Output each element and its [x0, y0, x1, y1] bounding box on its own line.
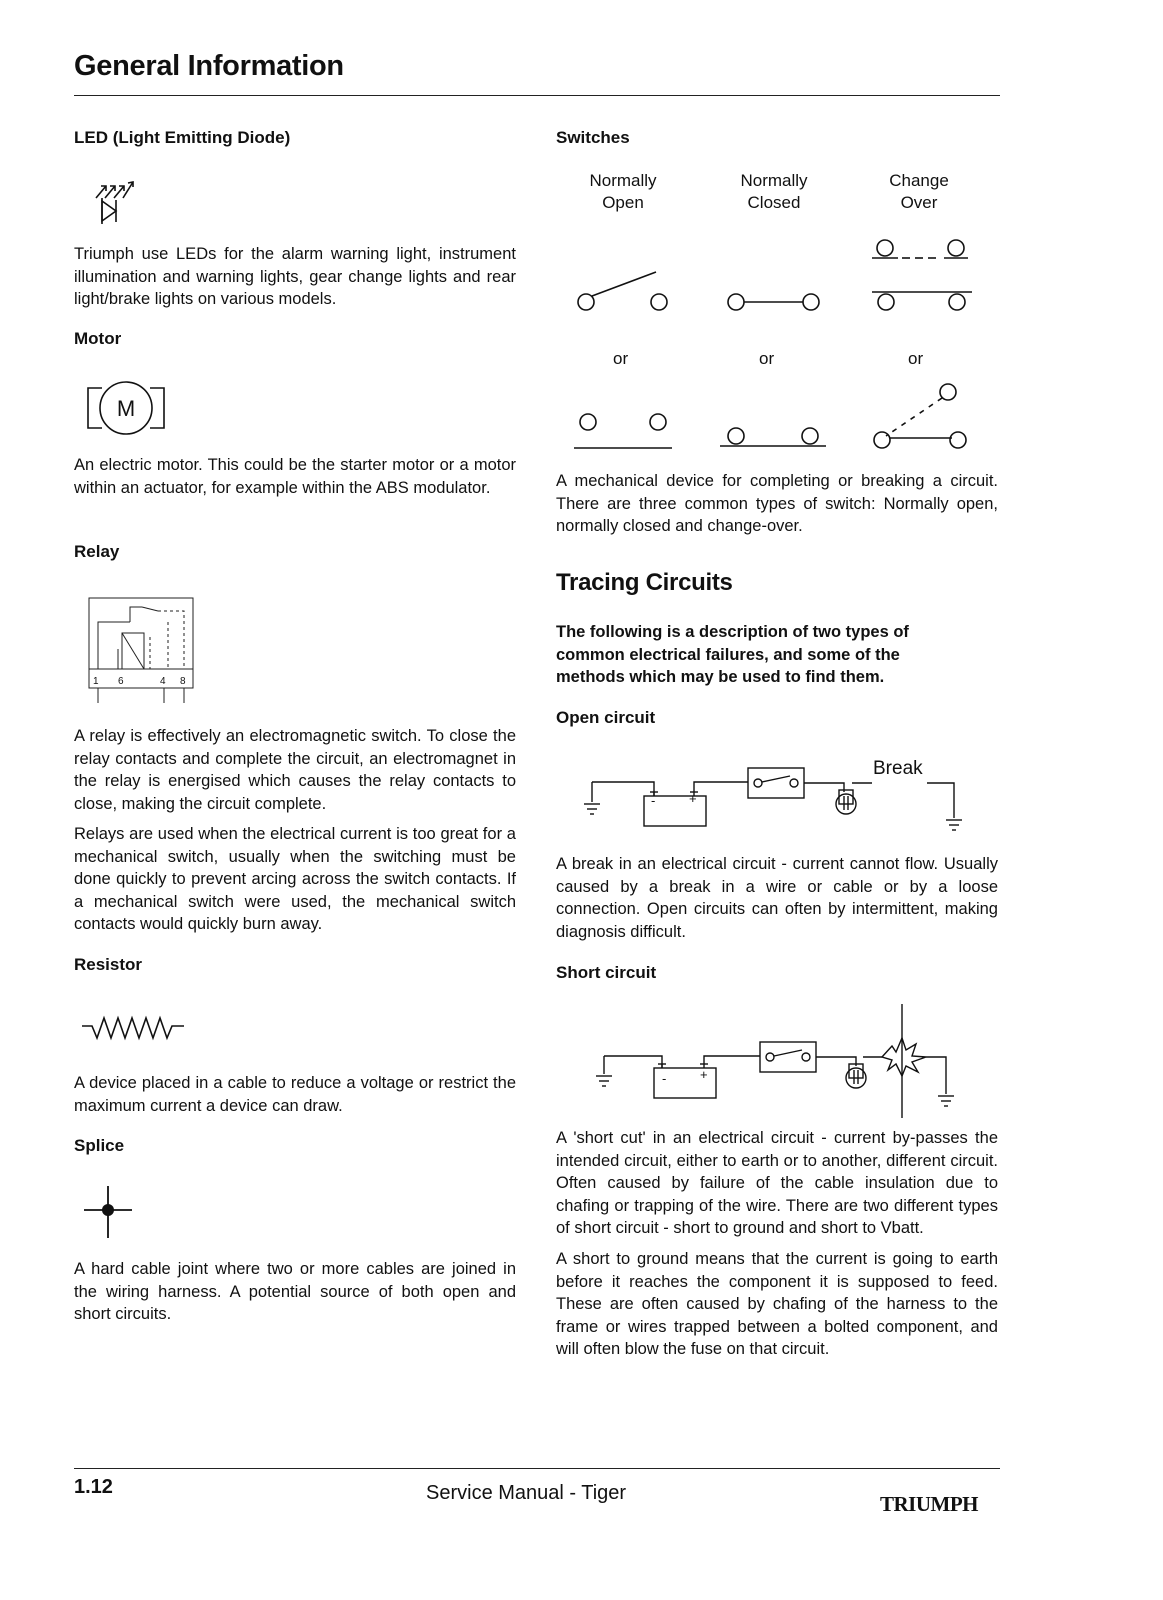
led-heading: LED (Light Emitting Diode): [74, 128, 291, 147]
resistor-heading: Resistor: [74, 955, 143, 974]
switch-col-change-over: [864, 170, 974, 214]
splice-symbol: [82, 1184, 136, 1240]
switch-col-normally-closed-line2: Closed: [747, 193, 801, 212]
relay-pin-4: 4: [160, 676, 166, 687]
switch-or-label-2: or: [759, 349, 775, 368]
battery-plus-open: +: [689, 791, 697, 806]
page-title: General Information: [74, 50, 344, 82]
footer-rule: [74, 1468, 1000, 1469]
switches-description: A mechanical device for completing or breaking a circuit. There are three common types of switch: Normally open, normally closed and change-over.: [556, 472, 998, 535]
led-description: Triumph use LEDs for the alarm warning light, instrument illumination and warning lights, gear change lights and rear light/brake lights on various models.: [74, 245, 516, 308]
switches-heading: Switches: [556, 128, 630, 147]
switch-no-contact-left: [578, 294, 594, 310]
switch-or-label-3: or: [908, 349, 924, 368]
relay-pin-8: 8: [180, 676, 186, 687]
relay-description-2: Relays are used when the electrical current is too great for a mechanical switch, usually when the switching must be done quickly to prevent arcing across the switch contacts. If a mechanical switch were used, the mechanical switch contacts would quickly burn away.: [74, 825, 516, 933]
open-circuit-description: A break in an electrical circuit - current cannot flow. Usually caused by a break in a wire or cable or by a loose connection. Open circuits can often by intermittent, making diagnosis difficult.: [556, 855, 998, 941]
battery-plus-short: +: [700, 1067, 708, 1082]
relay-pin-6: 6: [118, 676, 124, 687]
relay-heading: Relay: [74, 542, 120, 561]
relay-symbol: [88, 597, 194, 705]
splice-heading: Splice: [74, 1136, 125, 1155]
switch-col-change-over-line1: Change: [889, 171, 949, 190]
switch-col-change-over-line2: Over: [900, 193, 938, 212]
switch-col-normally-closed: [719, 170, 829, 214]
switch-symbols: [560, 230, 980, 460]
led-symbol: [84, 176, 144, 226]
tracing-circuits-lead: The following is a description of two types of common electrical failures, and some of the methods which may be used to find them.: [556, 623, 909, 686]
switch-col-normally-open-line1: Normally: [589, 171, 657, 190]
short-spark: [882, 1038, 926, 1076]
switch-box-short: [760, 1042, 816, 1072]
switch-no-contact-right: [651, 294, 667, 310]
page-number: 1.12: [74, 1476, 113, 1498]
resistor-symbol: [80, 1012, 190, 1042]
short-circuit-description-1: A 'short cut' in an electrical circuit - current by-passes the intended circuit, either to earth or to another, different circuit. Often caused by failure of the cable insulation due to chafing or trapping of the wire. There are two different types of short circuit - short to ground and short to Vbatt.: [556, 1129, 998, 1237]
splice-description: A hard cable joint where two or more cables are joined in the wiring harness. A potential source of both open and short circuits.: [74, 1260, 516, 1323]
short-circuit-description-2: A short to ground means that the current is going to earth before it reaches the component it is supposed to feed. These are often caused by chafing of the harness to the frame or wires trapped between a bolted component, and will often blow the fuse on that circuit.: [556, 1250, 998, 1358]
motor-heading: Motor: [74, 329, 122, 348]
open-circuit-heading: Open circuit: [556, 708, 656, 727]
relay-pin-1: 1: [93, 676, 99, 687]
motor-symbol-letter: M: [116, 396, 136, 421]
manual-title: Service Manual - Tiger: [426, 1482, 627, 1504]
switch-or-label-1: or: [613, 349, 629, 368]
header-rule: [74, 95, 1000, 96]
short-circuit-diagram: [594, 1002, 974, 1122]
resistor-description: A device placed in a cable to reduce a voltage or restrict the maximum current a device can draw.: [74, 1074, 516, 1115]
brand-logo: TRIUMPH: [880, 1492, 978, 1516]
tracing-circuits-heading: Tracing Circuits: [556, 569, 733, 596]
switch-col-normally-open-line2: Open: [602, 193, 644, 212]
battery-minus-short: -: [662, 1071, 667, 1086]
switch-box-open: [748, 768, 804, 798]
switch-col-normally-closed-line1: Normally: [740, 171, 808, 190]
switch-col-normally-open: [568, 170, 678, 214]
break-label: Break: [873, 758, 923, 779]
battery-minus-open: -: [651, 793, 656, 808]
relay-description-1: A relay is effectively an electromagnetic switch. To close the relay contacts and complete the circuit, an electromagnet in the relay is energised which causes the relay contacts to close, making the circuit complete.: [74, 727, 516, 813]
motor-description: An electric motor. This could be the starter motor or a motor within an actuator, for example within the ABS modulator.: [74, 456, 516, 497]
short-circuit-heading: Short circuit: [556, 963, 657, 982]
